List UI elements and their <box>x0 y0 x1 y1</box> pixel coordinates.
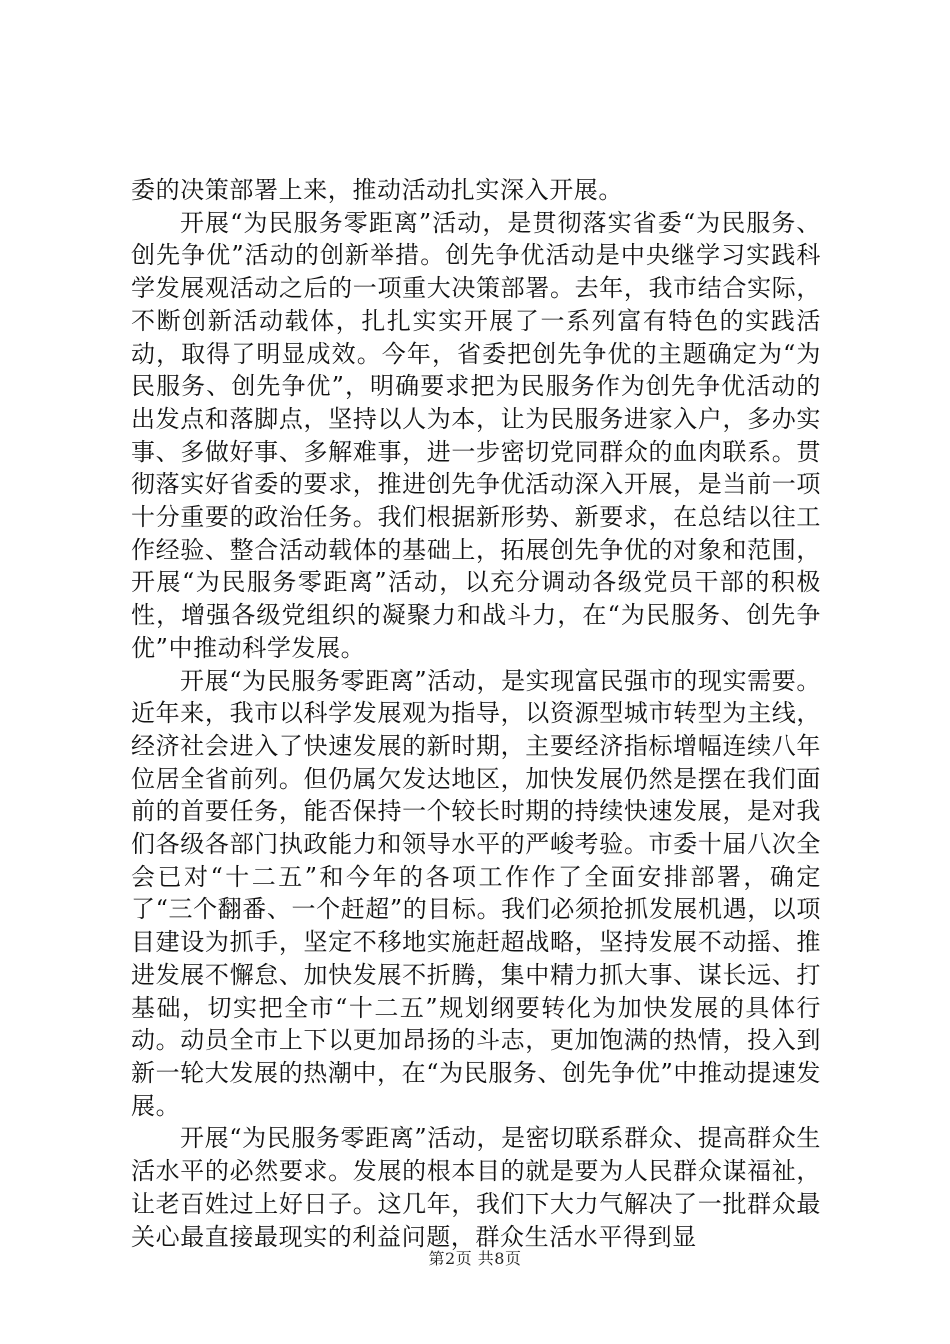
document-body <box>131 174 821 1253</box>
paragraph-innovation: 开展“为民服务零距离”活动，是贯彻落实省委“为民服务、创先争优”活动的创新举措。创先争优活动是中央继学习实践科学发展观活动之后的一项重大决策部署。去年，我市结合实际，不断创新活动载体，扎扎实实开展了一系列富有特色的实践活动，取得了明显成效。今年，省委把创先争优的主题确定为“为民服务、创先争优”，明确要求把为民服务作为创先争优活动的出发点和落脚点，坚持以人为本，让为民服务进家入户，多办实事、多做好事、多解难事，进一步密切党同群众的血肉联系。贯彻落实好省委的要求，推进创先争优活动深入开展，是当前一项十分重要的政治任务。我们根据新形势、新要求，在总结以往工作经验、整合活动载体的基础上，拓展创先争优的对象和范围，开展“为民服务零距离”活动，以充分调动各级党员干部的积极性，增强各级党组织的凝聚力和战斗力，在“为民服务、创先争优”中推动科学发展。 <box>131 208 821 662</box>
page-number-footer: 第2页 共8页 <box>428 1249 522 1268</box>
paragraph-development: 开展“为民服务零距离”活动，是实现富民强市的现实需要。近年来，我市以科学发展观为指导，以资源型城市转型为主线，经济社会进入了快速发展的新时期，主要经济指标增幅连续八年位居全省前列。但仍属欠发达地区，加快发展仍然是摆在我们面前的首要任务，能否保持一个较长时期的持续快速发展，是对我们各级各部门执政能力和领导水平的严峻考验。市委十届八次全会已对“十二五”和今年的各项工作作了全面安排部署，确定了“三个翻番、一个赶超”的目标。我们必须抢抓发展机遇，以项目建设为抓手，坚定不移地实施赶超战略，坚持发展不动摇、推进发展不懈怠、加快发展不折腾，集中精力抓大事、谋长远、打基础，切实把全市“十二五”规划纲要转化为加快发展的具体行动。动员全市上下以更加昂扬的斗志，更加饱满的热情，投入到新一轮大发展的热潮中，在“为民服务、创先争优”中推动提速发展。 <box>131 666 821 1120</box>
paragraph-continuation: 委的决策部署上来，推动活动扎实深入开展。 <box>131 176 623 204</box>
paragraph-livelihood: 开展“为民服务零距离”活动，是密切联系群众、提高群众生活水平的必然要求。发展的根本目的就是要为人民群众谋福祉，让老百姓过上好日子。这几年，我们下大力气解决了一批群众最关心最直接最现实的利益问题，群众生活水平得到显 <box>131 1124 821 1251</box>
